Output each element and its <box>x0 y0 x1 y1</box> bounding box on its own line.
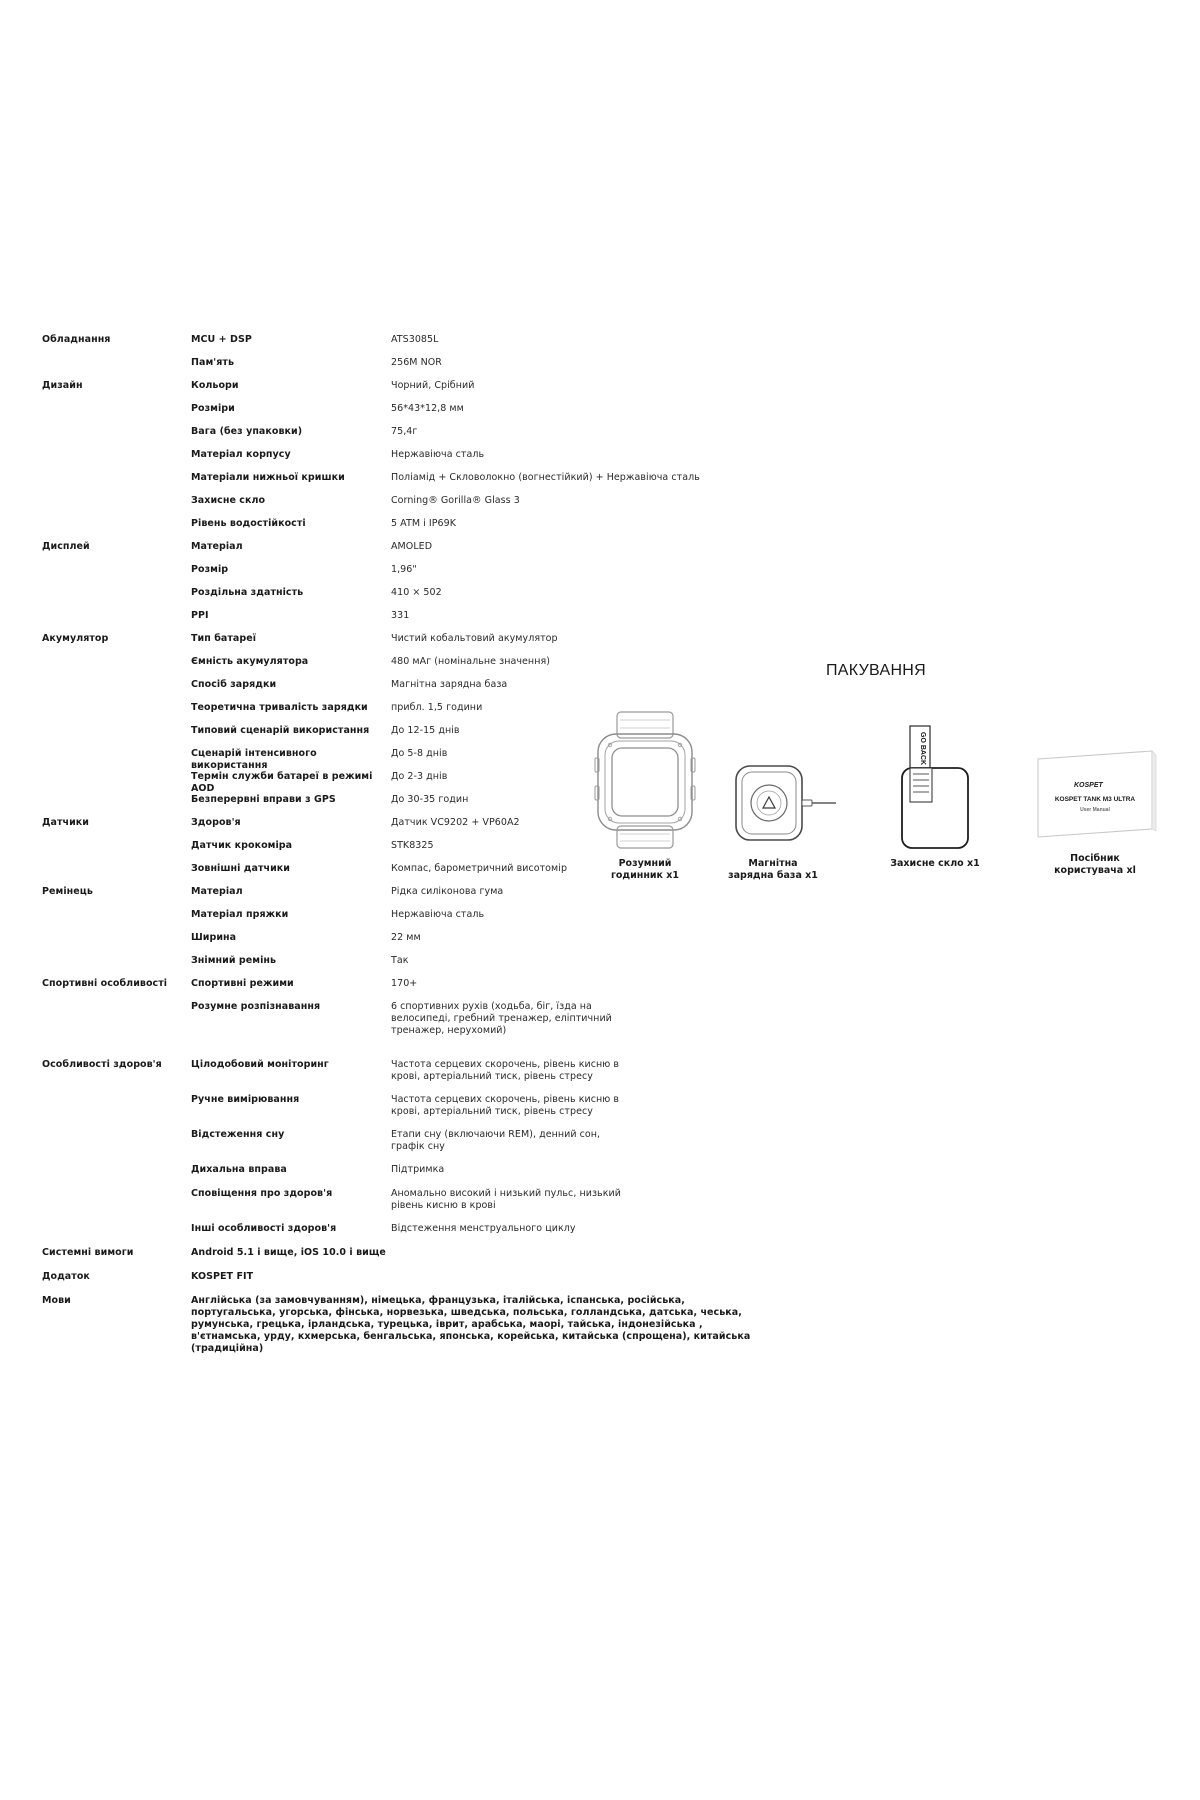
spec-label: Роздільна здатність <box>191 587 304 598</box>
spec-label: Ширина <box>191 932 237 943</box>
spec-value: 75,4г <box>391 426 418 437</box>
spec-category: Обладнання <box>42 334 111 345</box>
spec-category: Дизайн <box>42 380 83 391</box>
packaging-title: ПАКУВАННЯ <box>826 662 927 679</box>
spec-value: Аномально високий і низький пульс, низький рівень кисню в крові <box>391 1188 621 1211</box>
spec-category: Акумулятор <box>42 633 109 644</box>
spec-value: Рідка силіконова гума <box>391 886 504 897</box>
spec-label: Android 5.1 і вище, iOS 10.0 і вище <box>191 1247 386 1258</box>
spec-value: Магнітна зарядна база <box>391 679 508 690</box>
spec-category: Системні вимоги <box>42 1247 134 1258</box>
manual-title: KOSPET TANK M3 ULTRA <box>1054 796 1136 803</box>
spec-value: 256M NOR <box>391 357 442 368</box>
spec-label: Відстеження сну <box>191 1129 285 1140</box>
spec-label: Цілодобовий моніторинг <box>191 1059 329 1070</box>
package-caption-line: Посібник <box>1070 853 1120 864</box>
spec-value: Частота серцевих скорочень, рівень кисню в крові, артеріальний тиск, рівень стресу <box>391 1059 620 1082</box>
spec-label: Спортивні режими <box>191 978 294 989</box>
package-item-watch <box>590 710 700 890</box>
spec-value: До 12-15 днів <box>391 725 460 736</box>
package-item-glass <box>880 720 990 890</box>
spec-category: Особливості здоров'я <box>42 1059 162 1070</box>
spec-label: KOSPET FIT <box>191 1271 254 1282</box>
film-tab-text: GO BACK <box>919 732 926 766</box>
spec-category: Мови <box>42 1295 71 1306</box>
spec-value: Підтримка <box>391 1164 445 1175</box>
spec-value: Нержавіюча сталь <box>391 449 485 460</box>
charging-base-icon <box>708 760 838 850</box>
package-caption-line: користувача xl <box>1054 865 1136 876</box>
spec-category: Датчики <box>42 817 90 828</box>
spec-label: Вага (без упаковки) <box>191 426 303 437</box>
spec-value: Чистий кобальтовий акумулятор <box>391 633 558 644</box>
spec-value: Англійська (за замовчуванням), німецька, французька, італійська, іспанська, російська, португальська, угорська, фінська, норвезька, шведська, польська, голландська, датська, чеська, румунська, грецька, ірландська, турецька, іврит, арабська, маорі, тайська, індонезійська , в'єтнамська, урду, кхмерська, бенгальська, японська, корейська, китайська (спрощена), китайська (традиційна) <box>191 1295 751 1354</box>
spec-value: До 5-8 днів <box>391 748 448 759</box>
spec-value: AMOLED <box>391 541 433 552</box>
spec-label: Здоров'я <box>191 817 241 828</box>
package-caption-line: Захисне скло x1 <box>890 858 980 869</box>
spec-value: STK8325 <box>391 840 434 851</box>
spec-label: Розумне розпізнавання <box>191 1001 321 1012</box>
spec-label: Матеріал <box>191 541 243 552</box>
spec-label: Ємність акумулятора <box>191 656 309 667</box>
spec-label: Сценарій інтенсивного використання <box>191 748 317 771</box>
spec-label: Датчик крокоміра <box>191 840 293 851</box>
spec-label: Термін служби батареї в режимі AOD <box>191 771 373 794</box>
spec-label: Розміри <box>191 403 235 414</box>
package-caption-line: зарядна база x1 <box>728 870 818 881</box>
spec-value: Частота серцевих скорочень, рівень кисню в крові, артеріальний тиск, рівень стресу <box>391 1094 620 1117</box>
spec-value: До 2-3 днів <box>391 771 448 782</box>
spec-label: Дихальна вправа <box>191 1164 287 1175</box>
spec-label: Спосіб зарядки <box>191 679 277 690</box>
package-caption-line: Розумний <box>618 858 672 869</box>
spec-label: Матеріали нижньої кришки <box>191 472 345 483</box>
spec-value: 480 мАг (номінальне значення) <box>391 656 550 667</box>
package-item-charger <box>708 760 838 890</box>
package-caption <box>590 858 700 882</box>
spec-label: MCU + DSP <box>191 334 252 345</box>
spec-label: PPI <box>191 610 209 621</box>
manual-subtitle: User Manual <box>1080 807 1110 813</box>
spec-label: Типовий сценарій використання <box>191 725 370 736</box>
spec-value: 331 <box>391 610 410 621</box>
spec-label: Знімний ремінь <box>191 955 277 966</box>
spec-value: ATS3085L <box>391 334 439 345</box>
spec-value: До 30-35 годин <box>391 794 469 805</box>
user-manual-icon <box>1030 745 1160 845</box>
spec-label: Матеріал корпусу <box>191 449 291 460</box>
spec-label: Матеріал пряжки <box>191 909 289 920</box>
screen-protector-icon <box>880 720 990 855</box>
spec-label: Рівень водостійкості <box>191 518 306 529</box>
spec-value: Компас, барометричний висотомір <box>391 863 568 874</box>
spec-value: 1,96" <box>391 564 417 575</box>
spec-category: Додаток <box>42 1271 90 1282</box>
spec-value: Corning® Gorilla® Glass 3 <box>391 495 520 506</box>
spec-value: Нержавіюча сталь <box>391 909 485 920</box>
manual-brand: KOSPET <box>1074 782 1103 789</box>
spec-category: Спортивні особливості <box>42 978 168 989</box>
spec-value: Етапи сну (включаючи REM), денний сон, графік сну <box>391 1129 601 1152</box>
spec-value: 6 спортивних рухів (ходьба, біг, їзда на велосипеді, гребний тренажер, еліптичний тренажер, нерухомий) <box>391 1001 612 1036</box>
spec-value: 56*43*12,8 мм <box>391 403 464 414</box>
spec-value: 410 × 502 <box>391 587 442 598</box>
package-caption <box>708 858 838 882</box>
spec-value: Поліамід + Скловолокно (вогнестійкий) + Нержавіюча сталь <box>391 472 700 483</box>
package-caption-line: Магнітна <box>748 858 798 869</box>
package-caption <box>880 858 990 870</box>
spec-category: Дисплей <box>42 541 90 552</box>
package-item-manual <box>1030 745 1160 895</box>
package-caption <box>1030 853 1160 877</box>
spec-value: Відстеження менструального циклу <box>391 1223 576 1234</box>
spec-label: Матеріал <box>191 886 243 897</box>
spec-label: Сповіщення про здоров'я <box>191 1188 333 1199</box>
spec-value: прибл. 1,5 години <box>391 702 483 713</box>
package-caption-line: годинник x1 <box>610 870 680 881</box>
spec-label: Зовнішні датчики <box>191 863 290 874</box>
smart-watch-icon <box>590 710 700 850</box>
spec-value: 22 мм <box>391 932 421 943</box>
spec-label: Пам'ять <box>191 357 234 368</box>
spec-value: Чорний, Срібний <box>391 380 475 391</box>
spec-category: Ремінець <box>42 886 93 897</box>
spec-label: Інші особливості здоров'я <box>191 1223 337 1234</box>
spec-label: Ручне вимірювання <box>191 1094 300 1105</box>
spec-value: 170+ <box>391 978 418 989</box>
spec-label: Кольори <box>191 380 239 391</box>
spec-label: Захисне скло <box>191 495 266 506</box>
spec-label: Тип батареї <box>191 633 257 644</box>
spec-value: 5 ATM і IP69K <box>391 518 457 529</box>
spec-label: Теоретична тривалість зарядки <box>191 702 368 713</box>
spec-label: Розмір <box>191 564 229 575</box>
spec-label: Безперервні вправи з GPS <box>191 794 336 805</box>
spec-value: Так <box>391 955 409 966</box>
spec-value: Датчик VC9202 + VP60A2 <box>391 817 520 828</box>
